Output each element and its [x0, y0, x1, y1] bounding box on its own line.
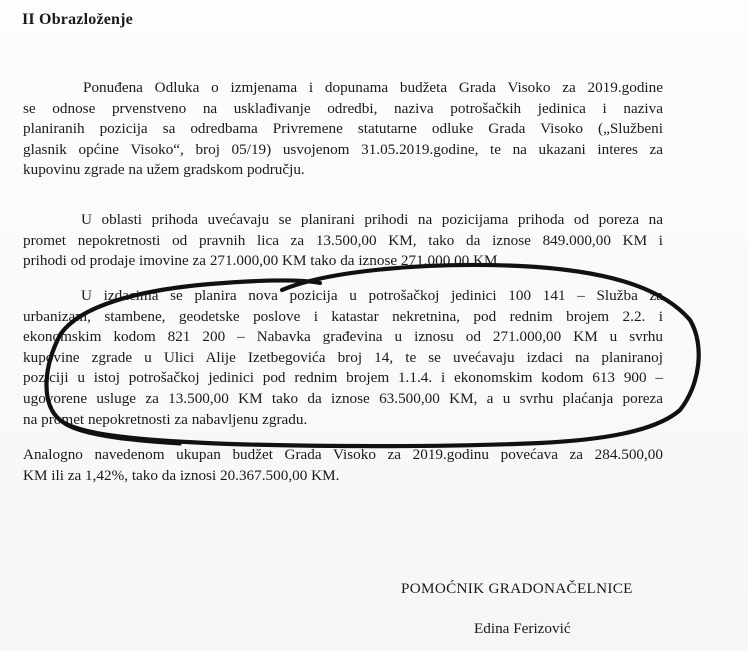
paragraph-line: prihodi od prodaje imovine za 271.000,00 KM tako da iznose 271.000,00 KM. [23, 252, 502, 270]
paragraph-line: ugovorene usluge za 13.500,00 KM tako da iznose 63.500,00 KM, a u svrhu plaćanja poreza [23, 389, 663, 407]
paragraph-total [23, 445, 663, 486]
paragraph-revenue [23, 210, 663, 272]
paragraph-line: kupovine zgrade u Ulici Alije Izetbegovića broj 14, te se uvećavaju izdaci na planiranoj [23, 348, 663, 366]
section-heading: II Obrazloženje [22, 11, 133, 28]
paragraph-intro [23, 78, 663, 181]
signature-name: Edina Ferizović [474, 620, 571, 637]
paragraph-line: urbanizam, stambene, geodetske poslove i katastar nekretnina, pod rednim brojem 2.2. i [23, 307, 663, 325]
paragraph-line: promet nepokretnosti od pravnih lica za 13.500,00 KM, tako da iznose 849.000,00 KM i [23, 231, 663, 249]
paragraph-line: na promet nepokretnosti za nabavljenu zgradu. [23, 410, 308, 428]
paragraph-line: planiranih pozicija sa odredbama Privremene statutarne odluke Grada Visoko („Službeni [23, 120, 663, 138]
paragraph-line: kupovinu zgrade na užem gradskom području. [23, 161, 305, 179]
paragraph-line: ekonomskim kodom 821 200 – Nabavka građevina u iznosu od 271.000,00 KM u svrhu [23, 328, 663, 346]
paragraph-line: glasnik općine Visoko“, broj 05/19) usvojenom 31.05.2019.godine, te na ukazani interes za [23, 140, 663, 158]
paragraph-expenditure [23, 286, 663, 430]
paragraph-line: KM ili za 1,42%, tako da iznosi 20.367.500,00 KM. [23, 466, 340, 484]
paragraph-line: Ponuđena Odluka o izmjenama i dopunama budžeta Grada Visoko za 2019.godine [83, 79, 663, 96]
paragraph-line: Analogno navedenom ukupan budžet Grada Visoko za 2019.godinu povećava za 284.500,00 [23, 446, 663, 463]
paragraph-line: se odnose prvenstveno na usklađivanje odredbi, naziva potrošačkih jedinica i naziva [23, 99, 663, 117]
paragraph-line: U oblasti prihoda uvećavaju se planirani prihodi na pozicijama prihoda od poreza na [81, 211, 663, 228]
paragraph-line: poziciji u istoj potrošačkoj jedinici pod rednim brojem 1.1.4. i ekonomskim kodom 613 900 – [23, 369, 663, 387]
signature-title: POMOĆNIK GRADONAČELNICE [401, 580, 633, 597]
paragraph-line: U izdacima se planira nova pozicija u potrošačkoj jedinici 100 141 – Služba za [81, 287, 663, 304]
